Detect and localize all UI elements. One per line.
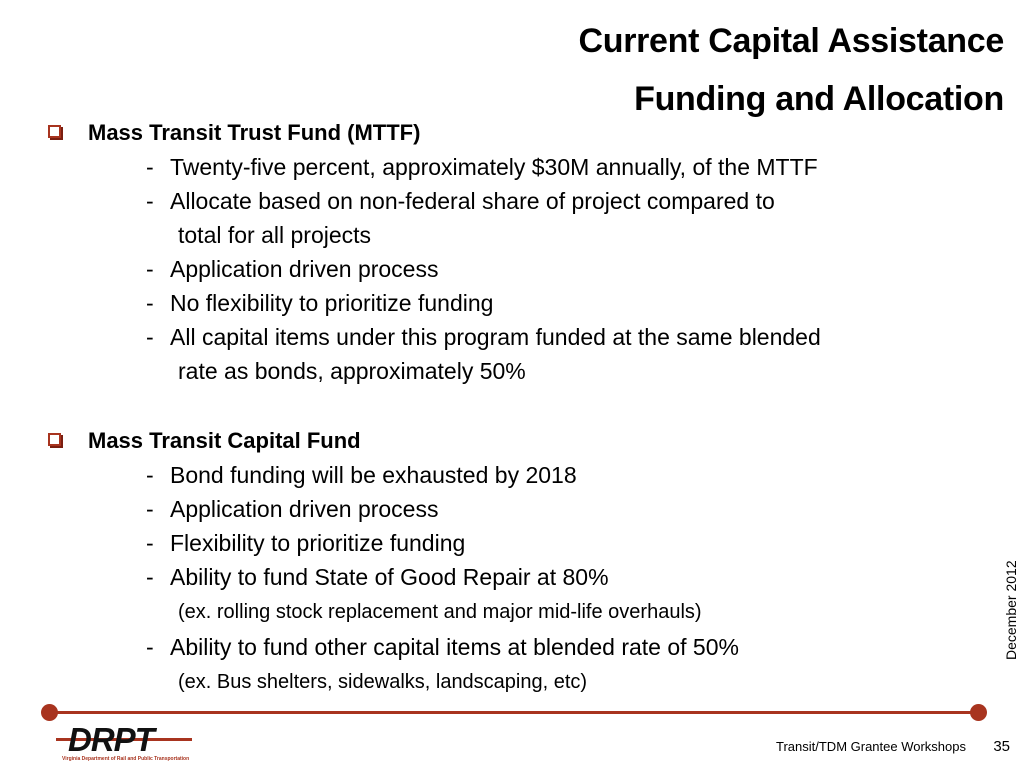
list-item-text: Application driven process [170, 256, 439, 282]
list-item [0, 150, 1000, 184]
list-item [0, 320, 1000, 388]
list-item-note: (ex. rolling stock replacement and major mid-life overhauls) [178, 601, 702, 623]
slide-title-line-2: Funding and Allocation [634, 80, 1004, 118]
list-item-text: All capital items under this program funded at the same blended [170, 324, 821, 350]
dash-marker: - [146, 188, 154, 214]
list-item-text: Ability to fund State of Good Repair at 80% [170, 564, 609, 590]
section-capital-fund [0, 424, 1000, 700]
list-item-text: No flexibility to prioritize funding [170, 290, 494, 316]
list-item-text: Bond funding will be exhausted by 2018 [170, 462, 577, 488]
divider-dot-right [970, 704, 987, 721]
list-item-text: Application driven process [170, 496, 439, 522]
list-item-text: Twenty-five percent, approximately $30M annually, of the MTTF [170, 154, 818, 180]
divider-dot-left [41, 704, 58, 721]
list-item [0, 526, 1000, 560]
section-heading-text: Mass Transit Trust Fund (MTTF) [88, 120, 421, 145]
dash-marker: - [146, 462, 154, 488]
dash-marker: - [146, 496, 154, 522]
list-item-text: Allocate based on non-federal share of project compared to [170, 188, 775, 214]
slide-title-line-1: Current Capital Assistance [578, 22, 1004, 60]
slide-title [578, 12, 1004, 128]
dash-marker: - [146, 634, 154, 660]
logo-wordmark: DRPT [68, 721, 154, 758]
dash-marker: - [146, 154, 154, 180]
list-item [0, 252, 1000, 286]
list-item-text: Flexibility to prioritize funding [170, 530, 466, 556]
list-item [0, 286, 1000, 320]
list-item [0, 458, 1000, 492]
dash-marker: - [146, 564, 154, 590]
dash-marker: - [146, 530, 154, 556]
date-text: December 2012 [1003, 560, 1019, 660]
section-heading [0, 116, 1000, 150]
list-item [0, 492, 1000, 526]
list-item-continuation: rate as bonds, approximately 50% [178, 358, 526, 384]
list-item [0, 184, 1000, 252]
list-item-text: Ability to fund other capital items at blended rate of 50% [170, 634, 739, 660]
list-item-note: (ex. Bus shelters, sidewalks, landscaping, etc) [178, 671, 588, 693]
dash-marker: - [146, 290, 154, 316]
drpt-logo [56, 722, 196, 764]
section-mttf [0, 116, 1000, 388]
footer-workshop-label: Transit/TDM Grantee Workshops [776, 739, 966, 754]
section-heading-text: Mass Transit Capital Fund [88, 428, 361, 453]
dash-marker: - [146, 256, 154, 282]
list-item [0, 560, 1000, 630]
section-heading [0, 424, 1000, 458]
checkbox-bullet-icon [48, 433, 61, 446]
checkbox-bullet-icon [48, 125, 61, 138]
logo-subtitle: Virginia Department of Rail and Public Transportation [62, 756, 190, 762]
bullet-list [0, 458, 1000, 700]
dash-marker: - [146, 324, 154, 350]
bullet-list [0, 150, 1000, 388]
list-item-continuation: total for all projects [178, 222, 372, 248]
page-number: 35 [993, 738, 1010, 755]
footer-divider [48, 711, 978, 714]
list-item [0, 630, 1000, 700]
